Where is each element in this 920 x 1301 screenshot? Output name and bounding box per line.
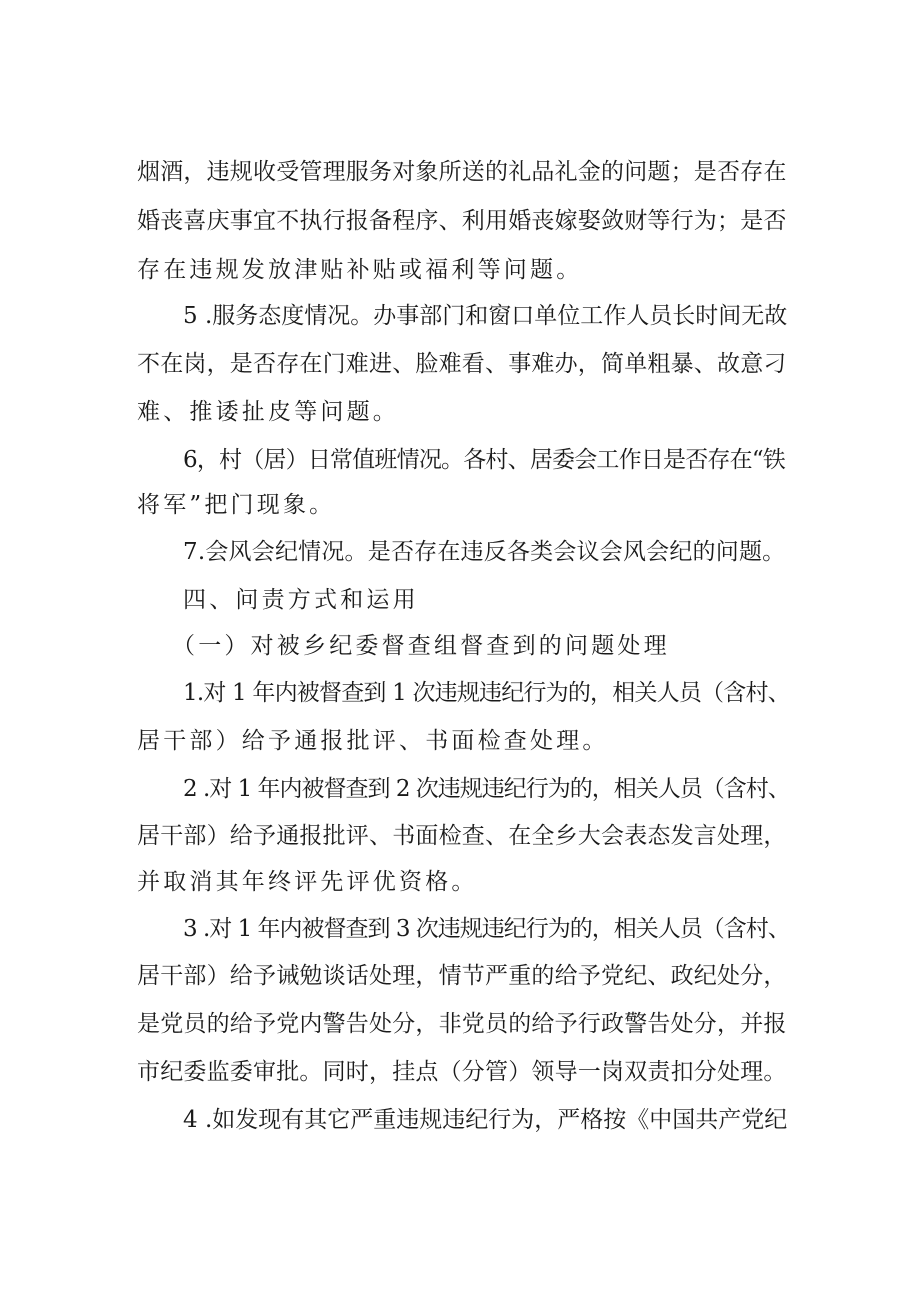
text-line: 市纪委监委审批。同时，挂点（分管）领导一岗双责扣分处理。	[137, 1059, 787, 1085]
text-line: 2 .对 1 年内被督查到 2 次违规违纪行为的，相关人员（含村、	[183, 776, 790, 802]
text-line: 不在岗，是否存在门难进、脸难看、事难办，简单粗暴、故意刁	[137, 351, 787, 377]
text-line: 并取消其年终评先评优资格。	[137, 869, 478, 895]
text-line: 烟酒，违规收受管理服务对象所送的礼品礼金的问题；是否存在	[137, 159, 787, 185]
text-line: 是党员的给予党内警告处分，非党员的给予行政警告处分，并报	[137, 1011, 787, 1037]
text-line: 难、推诿扯皮等问题。	[137, 399, 399, 425]
text-line: 6，村（居）日常值班情况。各村、居委会工作日是否存在“铁	[183, 447, 785, 473]
text-line: 居干部）给予诫勉谈话处理，情节严重的给予党纪、政纪处分，	[137, 963, 787, 989]
text-line: 3 .对 1 年内被督查到 3 次违规违纪行为的，相关人员（含村、	[183, 916, 790, 942]
text-line: 居干部）给予通报批评、书面检查、在全乡大会表态发言处理，	[137, 823, 787, 849]
text-line: 将军”把门现象。	[137, 492, 336, 518]
text-line: 居干部）给予通报批评、书面检查处理。	[137, 728, 609, 754]
section-heading: 四、问责方式和运用	[183, 587, 419, 613]
text-line: 存在违规发放津贴补贴或福利等问题。	[137, 257, 583, 283]
text-line: 4 .如发现有其它严重违规违纪行为，严格按《中国共产党纪	[183, 1107, 788, 1133]
text-line: 5 .服务态度情况。办事部门和窗口单位工作人员长时间无故	[183, 303, 788, 329]
text-line: 1.对 1 年内被督查到 1 次违规违纪行为的，相关人员（含村、	[183, 680, 790, 706]
subsection-heading: （一）对被乡纪委督查组督查到的问题处理	[172, 633, 670, 659]
text-line: 婚丧喜庆事宜不执行报备程序、利用婚丧嫁娶敛财等行为；是否	[137, 208, 787, 234]
text-line: 7.会风会纪情况。是否存在违反各类会议会风会纪的问题。	[183, 539, 786, 565]
